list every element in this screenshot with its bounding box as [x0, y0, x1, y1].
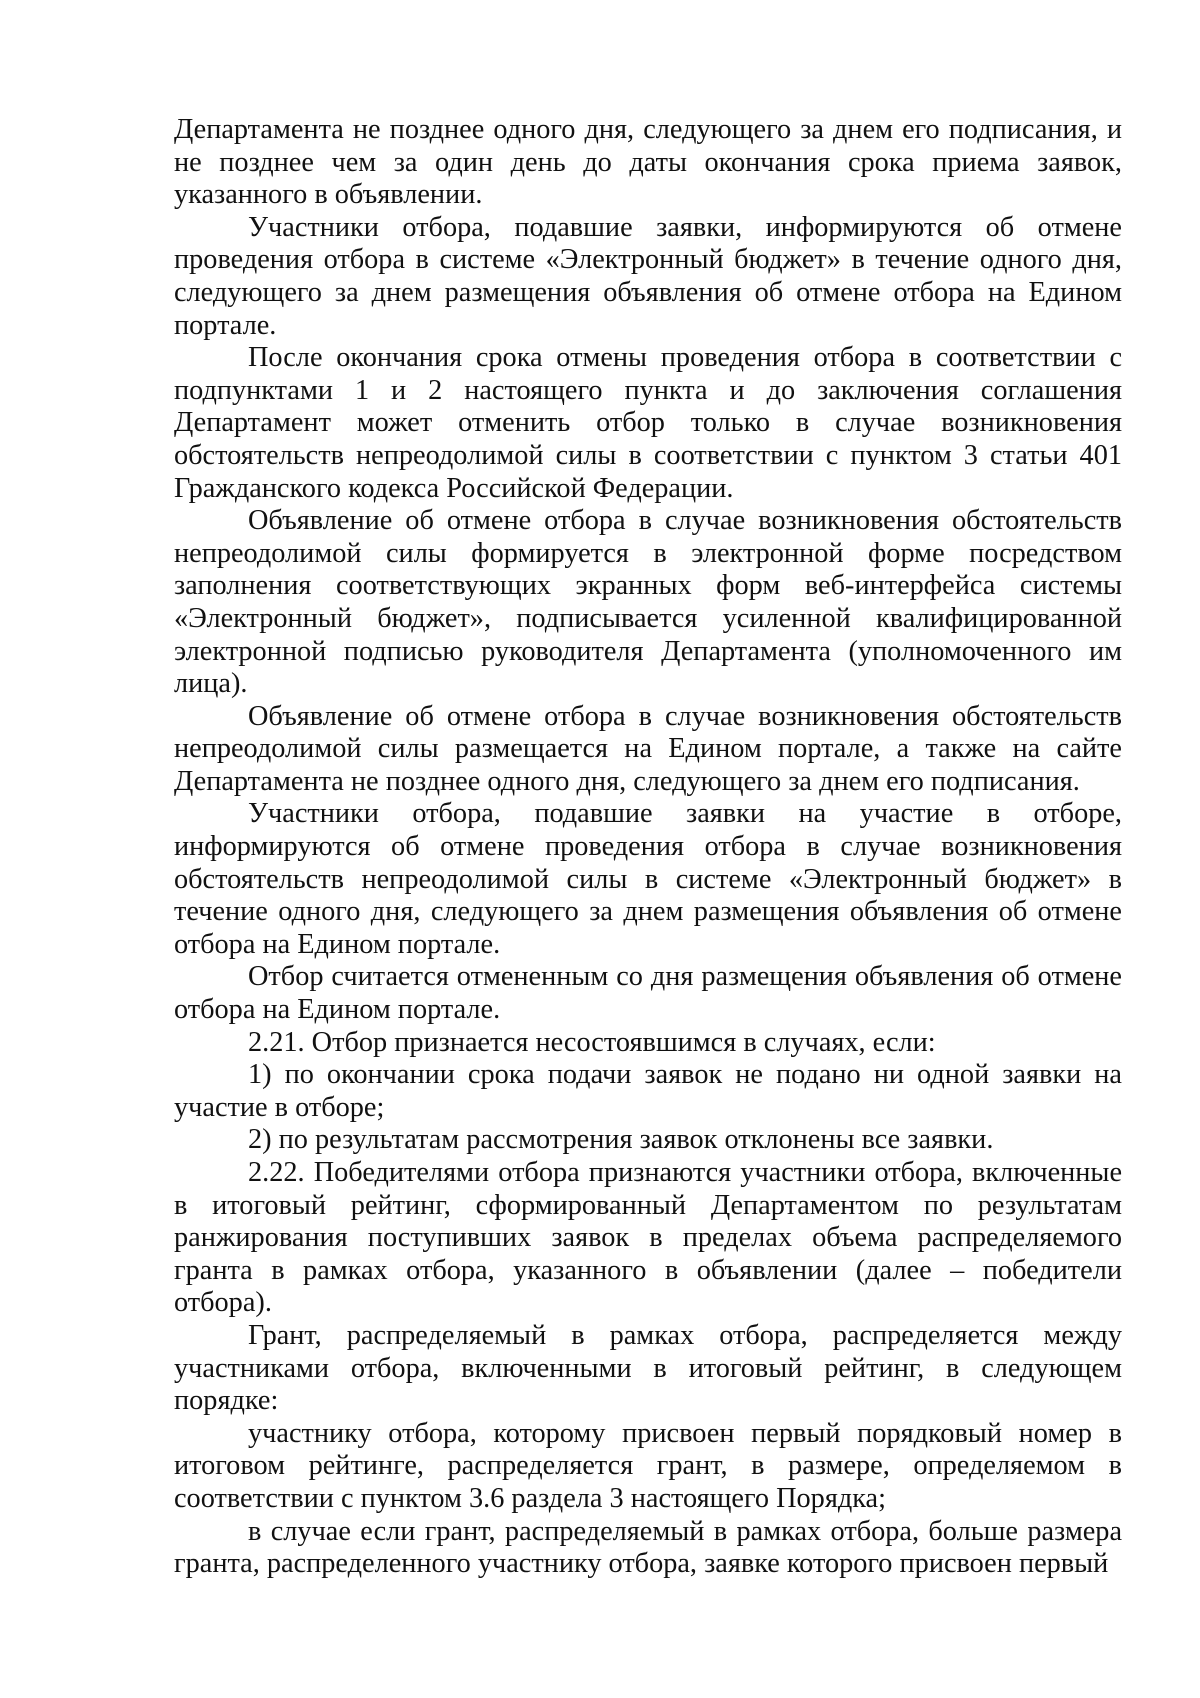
- paragraph-6: Участники отбора, подавшие заявки на участие в отборе, информируются об отмене проведения отбора в случае возникновения обстоятельств непреодолимой силы в системе «Электронный бюджет» в течение одного дня, следующего за днем размещения объявления об отмене отбора на Едином портале.: [174, 798, 1122, 960]
- paragraph-4: Объявление об отмене отбора в случае возникновения обстоятельств непреодолимой силы формируется в электронной форме посредством заполнения соответствующих экранных форм веб-интерфейса системы «Электронный бюджет», подписывается усиленной квалифицированной электронной подписью руководителя Департамента (уполномоченного им лица).: [174, 505, 1122, 700]
- paragraph-8: 2.21. Отбор признается несостоявшимся в случаях, если:: [248, 1026, 936, 1058]
- paragraph-12: Грант, распределяемый в рамках отбора, распределяется между участниками отбора, включенными в итоговый рейтинг, в следующем порядке:: [174, 1319, 1122, 1417]
- paragraph-3: После окончания срока отмены проведения отбора в соответствии с подпунктами 1 и 2 настоящего пункта и до заключения соглашения Департамент может отменить отбор только в случае возникновения обстоятельств непреодолимой силы в соответствии с пунктом 3 статьи 401 Гражданского кодекса Российской Федерации.: [174, 342, 1122, 504]
- paragraph-7: Отбор считается отмененным со дня размещения объявления об отмене отбора на Едином портале.: [174, 961, 1122, 1026]
- paragraph-5: Объявление об отмене отбора в случае возникновения обстоятельств непреодолимой силы размещается на Едином портале, а также на сайте Департамента не позднее одного дня, следующего за днем его подписания.: [174, 700, 1122, 797]
- paragraph-11: 2.22. Победителями отбора признаются участники отбора, включенные в итоговый рейтинг, сформированный Департаментом по результатам ранжирования поступивших заявок в пределах объема распределяемого гранта в рамках отбора, указанного в объявлении (далее – победители отбора).: [174, 1157, 1122, 1319]
- paragraph-1: Департамента не позднее одного дня, следующего за днем его подписания, и не позднее чем за один день до даты окончания срока приема заявок, указанного в объявлении.: [174, 114, 1122, 211]
- paragraph-9: 1) по окончании срока подачи заявок не подано ни одной заявки на участие в отборе;: [174, 1059, 1122, 1123]
- paragraph-14: в случае если грант, распределяемый в рамках отбора, больше размера гранта, распределенного участнику отбора, заявке которого присвоен первый: [174, 1515, 1122, 1580]
- paragraph-2: Участники отбора, подавшие заявки, информируются об отмене проведения отбора в системе «Электронный бюджет» в течение одного дня, следующего за днем размещения объявления об отмене отбора на Едином портале.: [174, 211, 1122, 341]
- document-page: [174, 114, 1122, 1581]
- paragraph-13: участнику отбора, которому присвоен первый порядковый номер в итоговом рейтинге, распределяется грант, в размере, определяемом в соответствии с пунктом 3.6 раздела 3 настоящего Порядка;: [174, 1417, 1122, 1514]
- paragraph-10: 2) по результатам рассмотрения заявок отклонены все заявки.: [248, 1124, 994, 1156]
